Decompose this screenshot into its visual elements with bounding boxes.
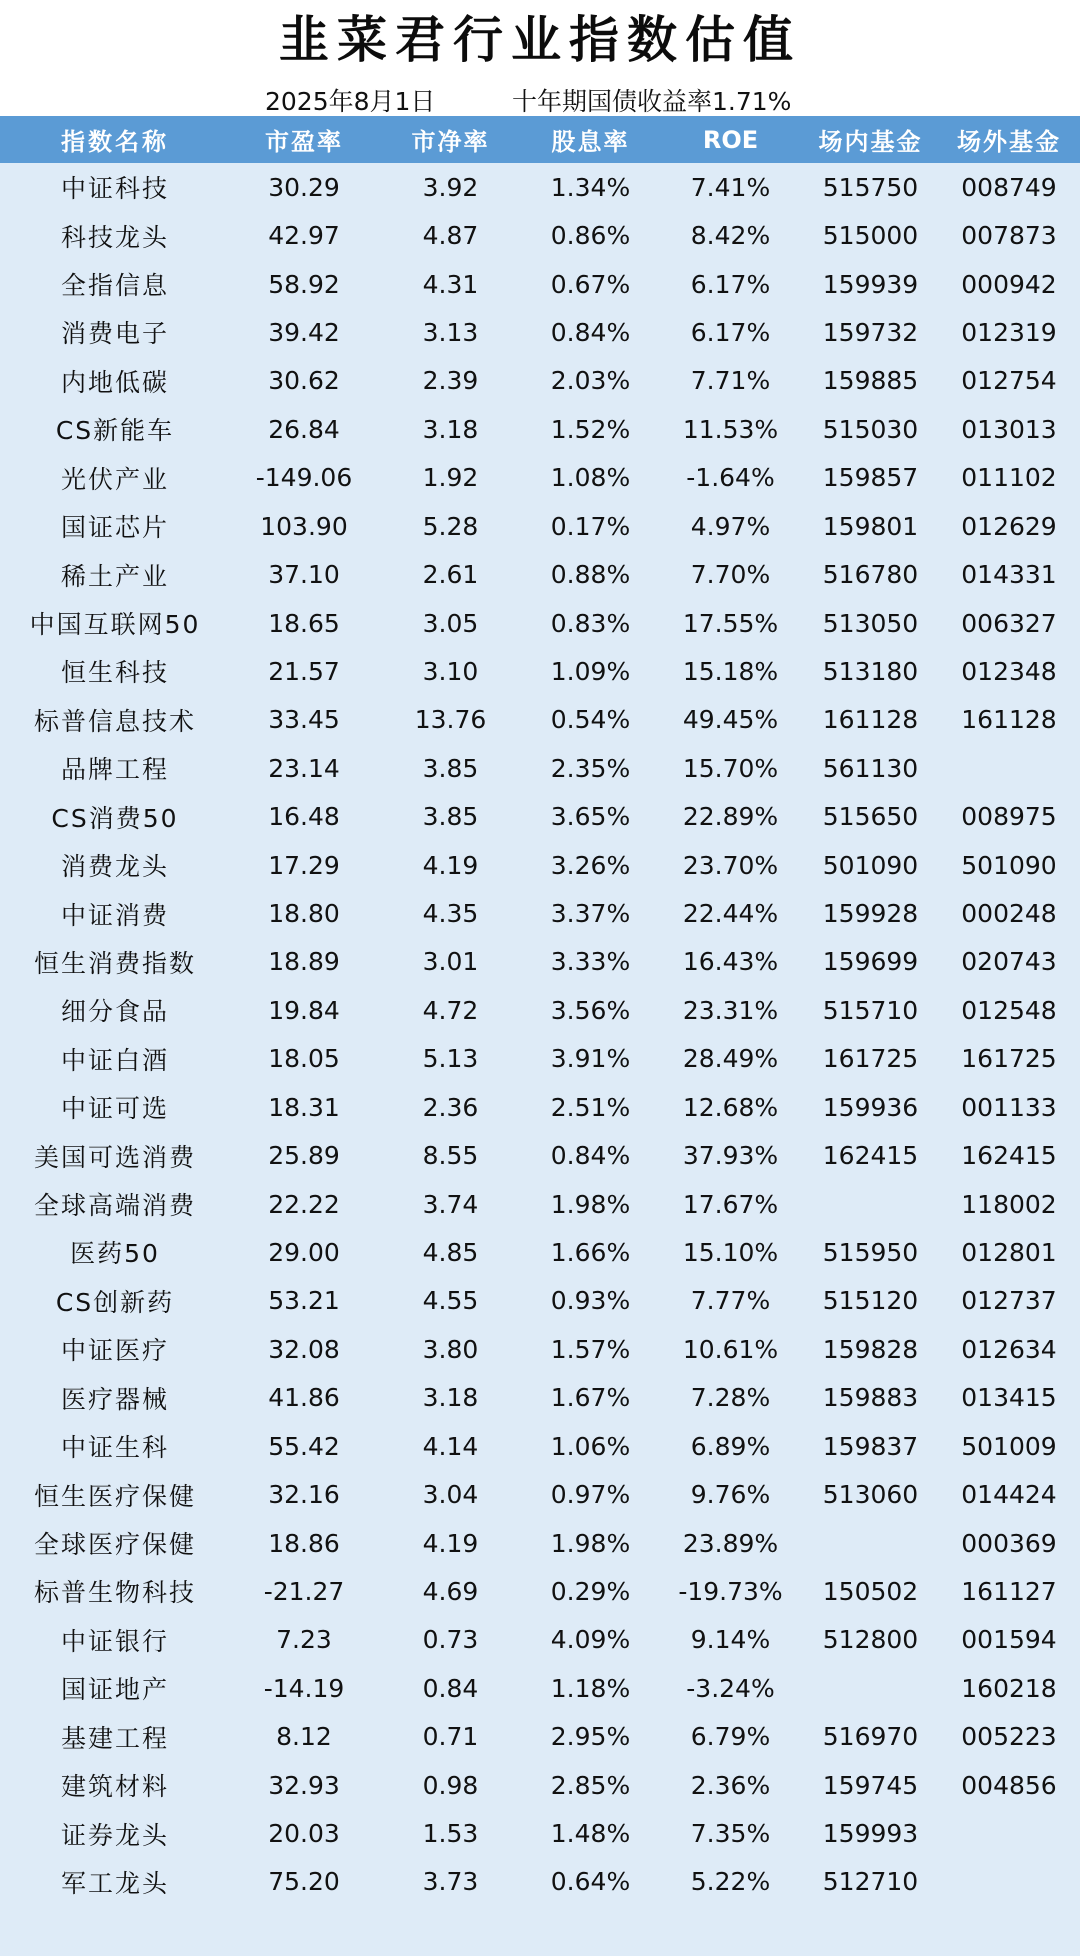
table-row	[0, 792, 1080, 840]
table-row	[0, 260, 1080, 308]
cell-pe: 103.90	[260, 511, 348, 541]
cell-index-name: 中证医疗	[60, 1336, 169, 1366]
cell-otc-fund: 005223	[961, 1722, 1057, 1752]
cell-index-name: 品牌工程	[60, 755, 169, 785]
cell-index-name: 中证科技	[60, 174, 169, 204]
cell-etf-fund: 512710	[822, 1867, 919, 1897]
cell-dividend-yield: 3.91%	[550, 1044, 631, 1074]
table-row	[0, 1761, 1080, 1809]
cell-etf-fund: 512800	[822, 1625, 919, 1655]
cell-dividend-yield: 1.34%	[550, 172, 631, 202]
header-otc-fund: 场外基金	[957, 128, 1061, 156]
cell-etf-fund: 159837	[822, 1431, 919, 1461]
cell-roe: 8.42%	[690, 221, 771, 251]
cell-roe: 28.49%	[682, 1044, 779, 1074]
cell-dividend-yield: 0.86%	[550, 221, 631, 251]
cell-etf-fund: 513180	[822, 656, 919, 686]
cell-pb: 3.92	[422, 172, 479, 202]
cell-etf-fund: 159928	[822, 899, 919, 929]
cell-otc-fund: 012801	[961, 1237, 1057, 1267]
cell-dividend-yield: 2.95%	[550, 1722, 631, 1752]
cell-pe: 18.80	[268, 899, 340, 929]
cell-dividend-yield: 1.57%	[550, 1334, 631, 1364]
cell-otc-fund: 501090	[961, 850, 1057, 880]
table-row	[0, 1664, 1080, 1712]
cell-roe: 9.14%	[690, 1625, 771, 1655]
cell-otc-fund: 001133	[961, 1092, 1057, 1122]
table-row	[0, 696, 1080, 744]
cell-pe: 18.86	[268, 1528, 340, 1558]
table-row	[0, 1470, 1080, 1518]
cell-index-name: 稀土产业	[60, 561, 169, 591]
cell-pe: 32.08	[268, 1334, 340, 1364]
valuation-table	[0, 116, 1080, 1956]
table-row	[0, 1809, 1080, 1857]
cell-pb: 4.31	[422, 269, 479, 299]
cell-pe: 18.89	[268, 947, 340, 977]
header-pb: 市净率	[411, 128, 490, 156]
cell-pb: 2.61	[422, 560, 479, 590]
header-dividend-yield: 股息率	[551, 128, 630, 156]
cell-roe: 7.70%	[690, 560, 771, 590]
cell-pe: 30.62	[268, 366, 340, 396]
cell-roe: 2.36%	[690, 1770, 771, 1800]
cell-dividend-yield: 0.93%	[550, 1286, 631, 1316]
cell-roe: 16.43%	[682, 947, 779, 977]
cell-index-name: 消费电子	[60, 319, 169, 349]
cell-index-name: 全球医疗保健	[33, 1530, 196, 1560]
cell-pe: 16.48	[268, 802, 340, 832]
cell-pe: 32.16	[268, 1480, 340, 1510]
cell-index-name: 中证银行	[60, 1626, 169, 1656]
cell-pb: 0.71	[422, 1722, 479, 1752]
cell-roe: 22.89%	[682, 802, 779, 832]
cell-etf-fund: 515030	[822, 414, 919, 444]
cell-roe: 23.70%	[682, 850, 779, 880]
cell-roe: -3.24%	[686, 1673, 775, 1703]
cell-pe: 19.84	[268, 995, 340, 1025]
cell-etf-fund: 150502	[822, 1576, 919, 1606]
cell-otc-fund: 161127	[961, 1576, 1057, 1606]
cell-otc-fund: 162415	[961, 1141, 1057, 1171]
cell-etf-fund: 162415	[822, 1141, 919, 1171]
cell-etf-fund: 513050	[822, 608, 919, 638]
table-row	[0, 405, 1080, 453]
cell-index-name: 建筑材料	[60, 1772, 169, 1802]
cell-dividend-yield: 0.88%	[550, 560, 631, 590]
cell-otc-fund: 012737	[961, 1286, 1057, 1316]
cell-index-name: 中国互联网50	[29, 610, 201, 639]
table-row	[0, 1616, 1080, 1664]
cell-etf-fund: 515710	[822, 995, 919, 1025]
cell-index-name: 中证生科	[60, 1433, 169, 1463]
cell-roe: 12.68%	[682, 1092, 779, 1122]
cell-pb: 4.85	[422, 1237, 479, 1267]
cell-otc-fund: 118002	[961, 1189, 1057, 1219]
table-row	[0, 454, 1080, 502]
table-row	[0, 211, 1080, 259]
header-roe: ROE	[702, 125, 759, 154]
cell-etf-fund: 159801	[822, 511, 919, 541]
cell-pe: 32.93	[268, 1770, 340, 1800]
cell-etf-fund: 515750	[822, 172, 919, 202]
cell-roe: 23.31%	[682, 995, 779, 1025]
cell-otc-fund: 012348	[961, 656, 1057, 686]
cell-etf-fund: 159936	[822, 1092, 919, 1122]
cell-pe: 23.14	[268, 753, 340, 783]
cell-pb: 3.85	[422, 753, 479, 783]
table-row	[0, 1374, 1080, 1422]
cell-pb: 3.05	[422, 608, 479, 638]
cell-pb: 4.35	[422, 899, 479, 929]
cell-dividend-yield: 0.97%	[550, 1480, 631, 1510]
cell-pb: 5.28	[422, 511, 479, 541]
cell-etf-fund: 159732	[822, 317, 919, 347]
cell-pe: 41.86	[268, 1383, 340, 1413]
cell-otc-fund: 007873	[961, 221, 1057, 251]
cell-otc-fund: 006327	[961, 608, 1057, 638]
cell-index-name: 恒生科技	[60, 658, 169, 688]
cell-dividend-yield: 1.98%	[550, 1189, 631, 1219]
cell-pb: 2.39	[422, 366, 479, 396]
table-row	[0, 1180, 1080, 1228]
cell-index-name: 标普信息技术	[33, 706, 196, 736]
table-row	[0, 744, 1080, 792]
table-row	[0, 163, 1080, 211]
cell-roe: 6.89%	[690, 1431, 771, 1461]
cell-roe: 17.55%	[682, 608, 779, 638]
cell-pe: -149.06	[255, 463, 353, 493]
cell-roe: -1.64%	[686, 463, 775, 493]
cell-pe: 30.29	[268, 172, 340, 202]
cell-pb: 1.92	[422, 463, 479, 493]
cell-etf-fund: 515120	[822, 1286, 919, 1316]
cell-otc-fund: 012548	[961, 995, 1057, 1025]
cell-index-name: 消费龙头	[60, 852, 169, 882]
cell-dividend-yield: 0.84%	[550, 1141, 631, 1171]
cell-roe: 15.10%	[682, 1237, 779, 1267]
report-date: 2025年8月1日	[265, 87, 436, 116]
cell-otc-fund: 004856	[961, 1770, 1057, 1800]
cell-dividend-yield: 1.06%	[550, 1431, 631, 1461]
table-row	[0, 1422, 1080, 1470]
cell-index-name: 国证地产	[60, 1675, 169, 1705]
cell-index-name: CS新能车	[55, 416, 175, 446]
cell-dividend-yield: 0.83%	[550, 608, 631, 638]
cell-pb: 4.19	[422, 850, 479, 880]
cell-pe: 18.31	[268, 1092, 340, 1122]
cell-pe: 21.57	[268, 656, 340, 686]
cell-index-name: 细分食品	[60, 997, 169, 1027]
cell-etf-fund: 515000	[822, 221, 919, 251]
cell-dividend-yield: 3.37%	[550, 899, 631, 929]
table-row	[0, 550, 1080, 598]
cell-otc-fund: 012754	[961, 366, 1057, 396]
cell-etf-fund: 501090	[822, 850, 919, 880]
table-row	[0, 357, 1080, 405]
cell-dividend-yield: 0.54%	[550, 705, 631, 735]
cell-roe: 15.18%	[682, 656, 779, 686]
header-index-name: 指数名称	[61, 128, 169, 156]
cell-otc-fund: 001594	[961, 1625, 1057, 1655]
table-row	[0, 938, 1080, 986]
subtitle-bar	[0, 80, 1080, 116]
cell-pb: 4.69	[422, 1576, 479, 1606]
cell-pb: 0.73	[422, 1625, 479, 1655]
cell-roe: 4.97%	[690, 511, 771, 541]
cell-otc-fund: 014331	[961, 560, 1057, 590]
cell-roe: 7.28%	[690, 1383, 771, 1413]
cell-dividend-yield: 1.52%	[550, 414, 631, 444]
cell-etf-fund: 159939	[822, 269, 919, 299]
cell-pb: 1.53	[422, 1819, 479, 1849]
cell-index-name: 恒生消费指数	[33, 948, 196, 978]
cell-etf-fund: 161725	[822, 1044, 919, 1074]
cell-index-name: 证券龙头	[60, 1820, 169, 1850]
table-row	[0, 986, 1080, 1034]
cell-dividend-yield: 2.51%	[550, 1092, 631, 1122]
cell-roe: 10.61%	[682, 1334, 779, 1364]
table-row	[0, 1858, 1080, 1906]
table-row	[0, 841, 1080, 889]
cell-otc-fund: 011102	[961, 463, 1057, 493]
cell-pb: 3.13	[422, 317, 479, 347]
cell-index-name: 军工龙头	[60, 1868, 169, 1898]
cell-otc-fund: 000942	[961, 269, 1057, 299]
cell-pe: 37.10	[268, 560, 340, 590]
cell-etf-fund: 513060	[822, 1480, 919, 1510]
cell-otc-fund: 160218	[961, 1673, 1057, 1703]
cell-otc-fund: 014424	[961, 1480, 1057, 1510]
cell-etf-fund: 561130	[822, 753, 919, 783]
cell-pb: 3.01	[422, 947, 479, 977]
cell-roe: 7.77%	[690, 1286, 771, 1316]
cell-pb: 3.04	[422, 1480, 479, 1510]
cell-otc-fund: 012319	[961, 317, 1057, 347]
table-row	[0, 1567, 1080, 1615]
cell-roe: 7.71%	[690, 366, 771, 396]
cell-roe: 49.45%	[682, 705, 779, 735]
cell-etf-fund: 159699	[822, 947, 919, 977]
table-row	[0, 1083, 1080, 1131]
cell-roe: 37.93%	[682, 1141, 779, 1171]
cell-pb: 4.19	[422, 1528, 479, 1558]
cell-pb: 2.36	[422, 1092, 479, 1122]
cell-pb: 3.18	[422, 414, 479, 444]
table-row	[0, 1519, 1080, 1567]
cell-pe: 18.05	[268, 1044, 340, 1074]
cell-dividend-yield: 2.03%	[550, 366, 631, 396]
cell-otc-fund: 012629	[961, 511, 1057, 541]
cell-pe: 42.97	[268, 221, 340, 251]
cell-pe: 29.00	[268, 1237, 340, 1267]
cell-etf-fund: 159885	[822, 366, 919, 396]
cell-pb: 13.76	[414, 705, 487, 735]
cell-pb: 3.85	[422, 802, 479, 832]
bond-yield: 十年期国债收益率1.71%	[512, 87, 792, 116]
cell-pb: 4.55	[422, 1286, 479, 1316]
cell-pe: 20.03	[268, 1819, 340, 1849]
cell-etf-fund: 161128	[822, 705, 919, 735]
cell-otc-fund: 008975	[961, 802, 1057, 832]
cell-etf-fund: 159883	[822, 1383, 919, 1413]
cell-index-name: 标普生物科技	[33, 1578, 196, 1608]
cell-dividend-yield: 0.64%	[550, 1867, 631, 1897]
cell-pe: 25.89	[268, 1141, 340, 1171]
table-row	[0, 889, 1080, 937]
cell-roe: 5.22%	[690, 1867, 771, 1897]
cell-etf-fund: 515650	[822, 802, 919, 832]
page-title: 韭菜君行业指数估值	[279, 10, 801, 69]
cell-etf-fund: 159828	[822, 1334, 919, 1364]
cell-roe: -19.73%	[678, 1576, 783, 1606]
cell-pb: 8.55	[422, 1141, 479, 1171]
cell-dividend-yield: 0.29%	[550, 1576, 631, 1606]
cell-pe: 53.21	[268, 1286, 340, 1316]
cell-index-name: CS消费50	[51, 803, 179, 833]
cell-pb: 5.13	[422, 1044, 479, 1074]
cell-otc-fund: 012634	[961, 1334, 1057, 1364]
table-row	[0, 502, 1080, 550]
table-header	[0, 116, 1080, 163]
cell-index-name: 全指信息	[60, 271, 169, 301]
table-row	[0, 308, 1080, 356]
table-row	[0, 1035, 1080, 1083]
cell-dividend-yield: 3.56%	[550, 995, 631, 1025]
cell-pe: 55.42	[268, 1431, 340, 1461]
cell-pb: 3.10	[422, 656, 479, 686]
cell-index-name: 恒生医疗保健	[33, 1481, 196, 1511]
cell-index-name: 美国可选消费	[33, 1142, 196, 1172]
cell-dividend-yield: 1.67%	[550, 1383, 631, 1413]
cell-roe: 15.70%	[682, 753, 779, 783]
cell-etf-fund: 159857	[822, 463, 919, 493]
table-row	[0, 1228, 1080, 1276]
cell-pe: 75.20	[268, 1867, 340, 1897]
cell-pe: 17.29	[268, 850, 340, 880]
cell-dividend-yield: 0.17%	[550, 511, 631, 541]
table-row	[0, 1325, 1080, 1373]
cell-index-name: 基建工程	[60, 1723, 169, 1753]
cell-roe: 11.53%	[682, 414, 779, 444]
cell-otc-fund: 501009	[961, 1431, 1057, 1461]
cell-roe: 7.35%	[690, 1819, 771, 1849]
cell-roe: 9.76%	[690, 1480, 771, 1510]
cell-etf-fund: 159745	[822, 1770, 919, 1800]
cell-etf-fund: 515950	[822, 1237, 919, 1267]
cell-pe: -21.27	[263, 1576, 345, 1606]
cell-otc-fund: 000248	[961, 899, 1057, 929]
cell-dividend-yield: 1.09%	[550, 656, 631, 686]
cell-otc-fund: 020743	[961, 947, 1057, 977]
cell-pe: 7.23	[276, 1625, 332, 1655]
cell-dividend-yield: 1.48%	[550, 1819, 631, 1849]
cell-dividend-yield: 0.67%	[550, 269, 631, 299]
cell-pb: 0.84	[422, 1673, 479, 1703]
cell-pb: 3.73	[422, 1867, 479, 1897]
cell-pb: 4.14	[422, 1431, 479, 1461]
cell-dividend-yield: 2.85%	[550, 1770, 631, 1800]
cell-dividend-yield: 2.35%	[550, 753, 631, 783]
cell-index-name: CS创新药	[55, 1287, 175, 1317]
cell-index-name: 内地低碳	[60, 367, 169, 397]
cell-pe: 18.65	[268, 608, 340, 638]
cell-pe: -14.19	[263, 1673, 345, 1703]
cell-roe: 17.67%	[682, 1189, 779, 1219]
cell-pe: 39.42	[268, 317, 340, 347]
cell-dividend-yield: 0.84%	[550, 317, 631, 347]
cell-index-name: 国证芯片	[60, 513, 169, 543]
cell-index-name: 医疗器械	[60, 1384, 169, 1414]
table-row	[0, 647, 1080, 695]
cell-dividend-yield: 1.66%	[550, 1237, 631, 1267]
header-pe: 市盈率	[265, 128, 343, 156]
table-row	[0, 1277, 1080, 1325]
cell-otc-fund: 013415	[961, 1383, 1057, 1413]
cell-pe: 58.92	[268, 269, 340, 299]
cell-pe: 8.12	[276, 1722, 332, 1752]
cell-pe: 26.84	[268, 414, 340, 444]
cell-otc-fund: 161725	[961, 1044, 1057, 1074]
cell-pb: 4.72	[422, 995, 479, 1025]
cell-otc-fund: 161128	[961, 705, 1057, 735]
cell-pb: 3.80	[422, 1334, 479, 1364]
cell-etf-fund: 159993	[822, 1819, 919, 1849]
table-row	[0, 1131, 1080, 1179]
cell-index-name: 中证消费	[60, 900, 169, 930]
cell-dividend-yield: 3.33%	[550, 947, 631, 977]
cell-etf-fund: 516780	[822, 560, 919, 590]
cell-pb: 3.74	[422, 1189, 479, 1219]
cell-dividend-yield: 1.18%	[550, 1673, 631, 1703]
table-body	[0, 163, 1080, 1956]
cell-index-name: 科技龙头	[60, 222, 169, 252]
cell-roe: 6.17%	[690, 269, 771, 299]
cell-roe: 6.17%	[690, 317, 771, 347]
header-etf-fund: 场内基金	[818, 128, 923, 156]
cell-index-name: 中证可选	[60, 1094, 169, 1124]
table-row	[0, 599, 1080, 647]
cell-pe: 33.45	[268, 705, 340, 735]
cell-pb: 3.18	[422, 1383, 479, 1413]
cell-otc-fund: 013013	[961, 414, 1057, 444]
table-row	[0, 1713, 1080, 1761]
cell-pb: 4.87	[422, 221, 479, 251]
cell-dividend-yield: 4.09%	[550, 1625, 631, 1655]
cell-roe: 23.89%	[682, 1528, 779, 1558]
cell-roe: 6.79%	[690, 1722, 771, 1752]
cell-index-name: 全球高端消费	[33, 1191, 196, 1221]
cell-dividend-yield: 1.98%	[550, 1528, 631, 1558]
cell-pe: 22.22	[268, 1189, 340, 1219]
cell-dividend-yield: 1.08%	[550, 463, 631, 493]
cell-otc-fund: 008749	[961, 172, 1057, 202]
cell-index-name: 医药50	[70, 1239, 160, 1269]
cell-dividend-yield: 3.65%	[550, 802, 631, 832]
cell-index-name: 中证白酒	[60, 1045, 169, 1075]
cell-dividend-yield: 3.26%	[550, 850, 631, 880]
cell-etf-fund: 516970	[822, 1722, 919, 1752]
cell-roe: 7.41%	[690, 172, 771, 202]
cell-roe: 22.44%	[682, 899, 779, 929]
cell-index-name: 光伏产业	[60, 464, 169, 494]
cell-otc-fund: 000369	[961, 1528, 1057, 1558]
cell-pb: 0.98	[422, 1770, 479, 1800]
